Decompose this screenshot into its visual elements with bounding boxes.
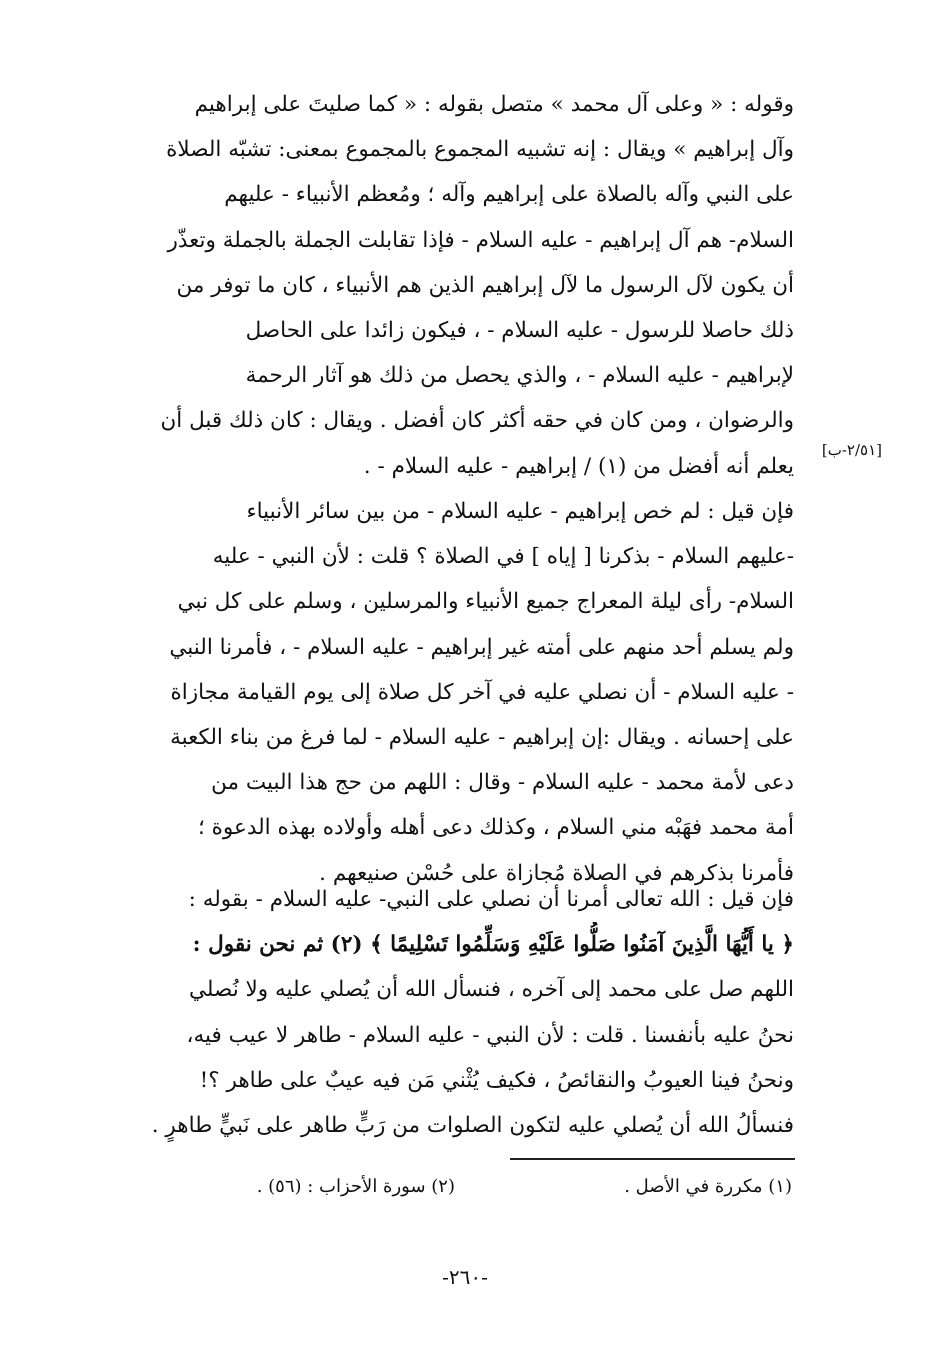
text-line: دعى لأمة محمد - عليه السلام - وقال : اللهم من حج هذا البيت من [211, 770, 794, 796]
text-line: أن يكون لآل الرسول ما لآل إبراهيم الذين هم الأنبياء ، كان ما توفر من [176, 272, 794, 298]
text-line: على إحسانه . ويقال :إن إبراهيم - عليه السلام - لما فرغ من بناء الكعبة [170, 725, 794, 751]
text-line: وآل إبراهيم » ويقال : إنه تشبيه المجموع بالمجموع بمعنى: تشبّه الصلاة [166, 137, 794, 163]
footnote-1: (١) مكررة في الأصل . [624, 1176, 792, 1197]
manuscript-folio-marker: [٢/٥١-ب] [821, 441, 882, 459]
text-line: على النبي وآله بالصلاة على إبراهيم وآله ؛ ومُعظم الأنبياء - عليهم [224, 182, 794, 208]
page-number: -٢٦٠- [442, 1265, 488, 1289]
footnote-separator [510, 1158, 795, 1160]
text-line: ونحنُ فينا العيوبُ والنقائصُ ، فكيف يُثْني مَن فيه عيبٌ على طاهر ؟! [199, 1067, 794, 1093]
text-line: -عليهم السلام - بذكرنا [ إياه ] في الصلاة ؟ قلت : لأن النبي - عليه [212, 544, 794, 570]
quran-verse-line: ﴿ يا أَيُّهَا الَّذِينَ آمَنُوا صَلُّوا عَلَيْهِ وَسَلِّمُوا تَسْلِيمًا ﴾ (٢) ثم نحن نقول : [192, 932, 794, 958]
footnote-2: (٢) سورة الأحزاب : (٥٦) . [256, 1176, 455, 1197]
text-line: أمة محمد فهَبْه مني السلام ، وكذلك دعى أهله وأولاده بهذه الدعوة ؛ [197, 815, 794, 841]
text-line: اللهم صل على محمد إلى آخره ، فنسأل الله أن يُصلي عليه ولا نُصلي [189, 977, 794, 1003]
text-line: السلام- رأى ليلة المعراج جميع الأنبياء والمرسلين ، وسلم على كل نبي [177, 589, 794, 615]
paragraph-3 [108, 877, 794, 1148]
text-line: السلام- هم آل إبراهيم - عليه السلام - فإذا تقابلت الجملة بالجملة وتعذّر [167, 227, 794, 253]
text-line: ذلك حاصلا للرسول - عليه السلام - ، فيكون زائدا على الحاصل [245, 318, 794, 344]
text-line: لإبراهيم - عليه السلام - ، والذي يحصل من ذلك هو آثار الرحمة [245, 363, 794, 389]
text-line: فنسألُ الله أن يُصلي عليه لتكون الصلوات من رَبٍّ طاهر على نَبيٍّ طاهرٍ . [151, 1113, 794, 1139]
text-line: فإن قيل : الله تعالى أمرنا أن نصلي على النبي- عليه السلام - بقوله : [188, 887, 794, 912]
text-line: - عليه السلام - أن نصلي عليه في آخر كل صلاة إلى يوم القيامة مجازاة [170, 679, 794, 705]
paragraph-2 [108, 489, 794, 896]
text-line: فإن قيل : لم خص إبراهيم - عليه السلام - من بين سائر الأنبياء [246, 499, 794, 524]
paragraph-1 [108, 82, 794, 489]
text-line: يعلم أنه أفضل من (١) / إبراهيم - عليه السلام - . [363, 453, 794, 479]
text-line: فأمرنا بذكرهم في الصلاة مُجازاة على حُسْن صنيعهم . [319, 860, 794, 886]
text-line: نحنُ عليه بأنفسنا . قلت : لأن النبي - عليه السلام - طاهر لا عيب فيه، [186, 1022, 794, 1048]
text-line: والرضوان ، ومن كان في حقه أكثر كان أفضل . ويقال : كان ذلك قبل أن [160, 408, 794, 434]
text-line: ولم يسلم أحد منهم على أمته غير إبراهيم - عليه السلام - ، فأمرنا النبي [169, 634, 794, 660]
text-line: وقوله : « وعلى آل محمد » متصل بقوله : « كما صليتَ على إبراهيم [194, 92, 794, 117]
